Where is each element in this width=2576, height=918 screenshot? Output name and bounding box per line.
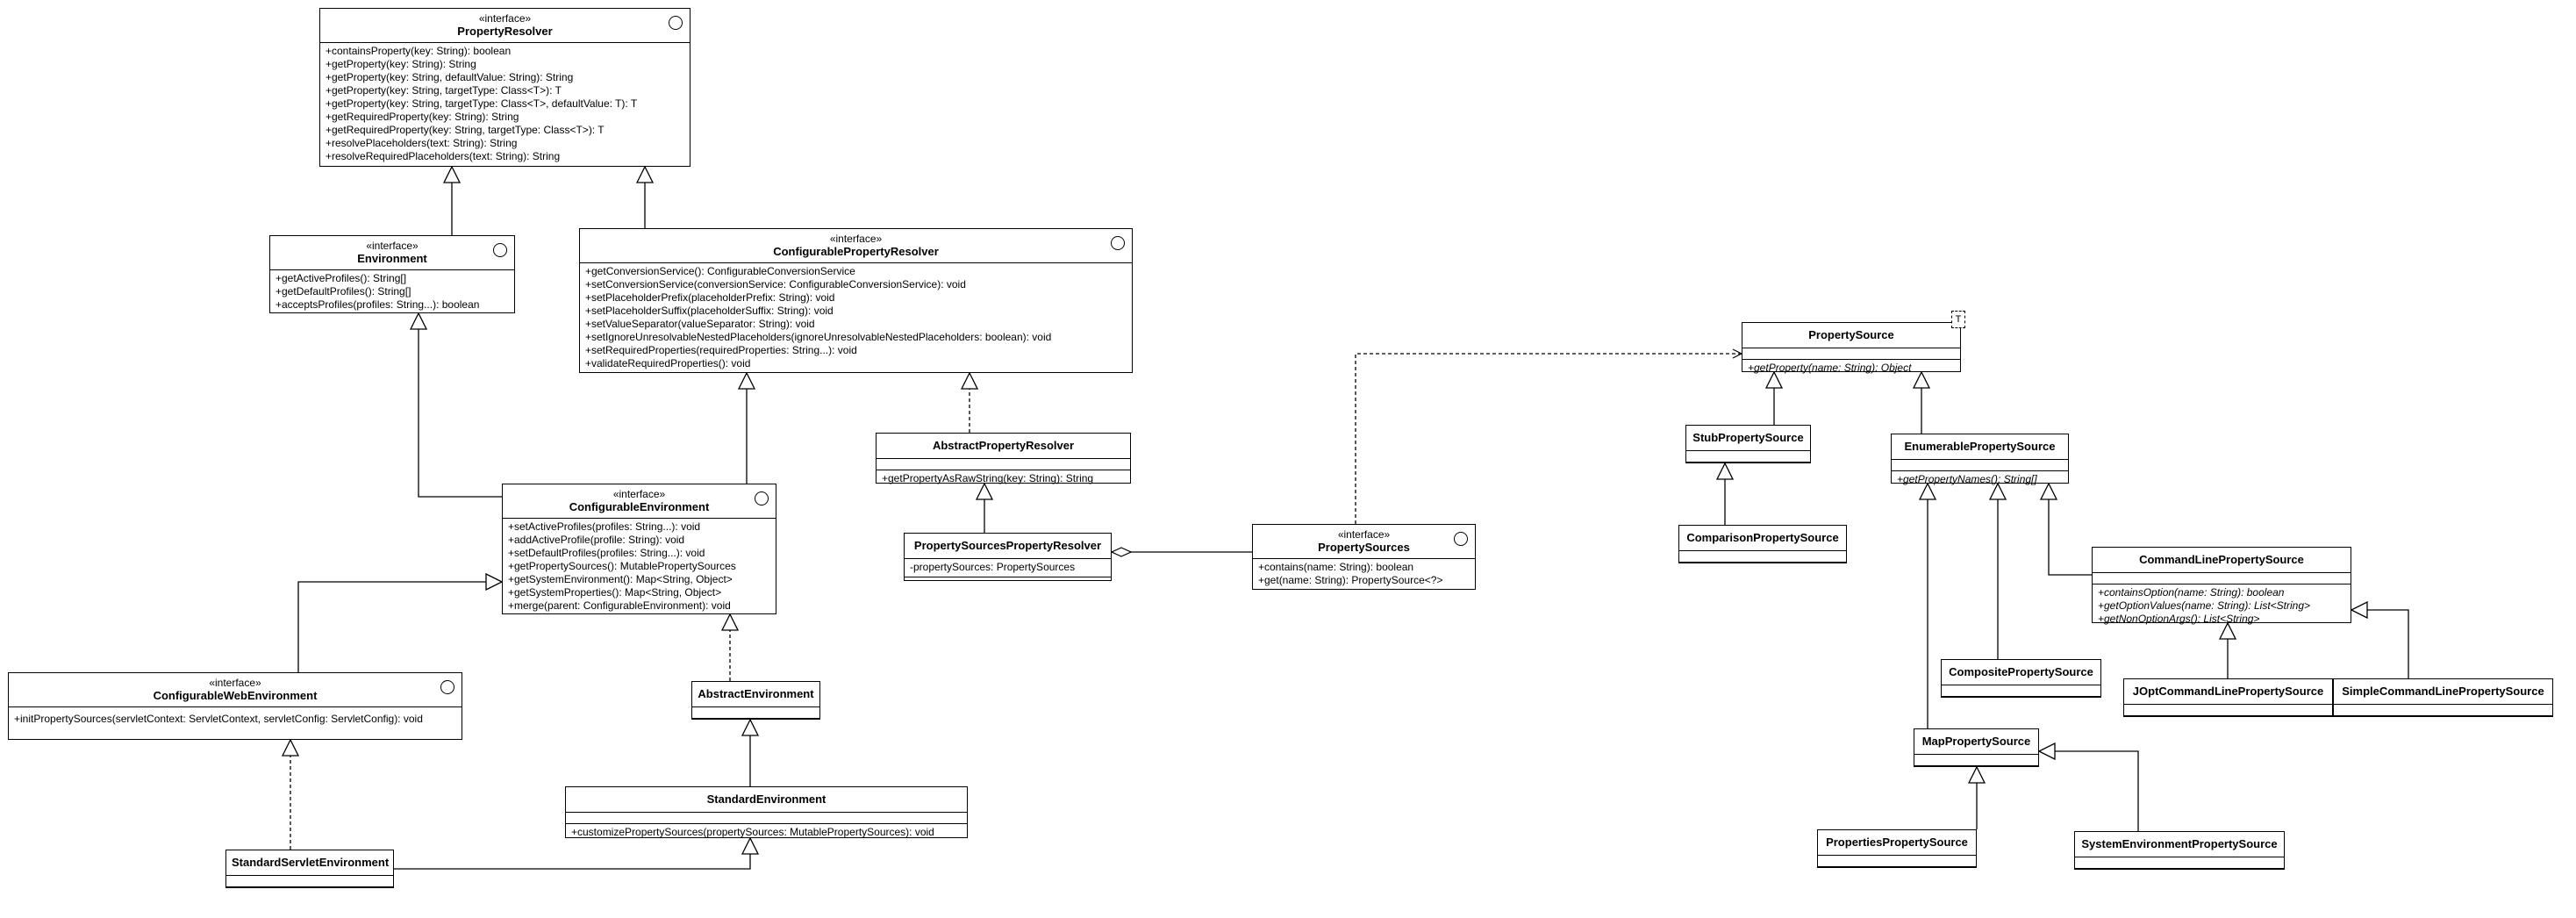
class-property-sources[interactable] [1252, 524, 1476, 590]
type-parameter-box: T [1951, 311, 1965, 328]
method: +getActiveProfiles(): String[] [275, 272, 407, 284]
class-header [566, 787, 967, 812]
method: +setRequiredProperties(requiredProperties: String...): void [585, 344, 857, 356]
edge-sysenv-extends-map [2039, 751, 2138, 831]
attributes-section [1742, 348, 1960, 359]
method: +getProperty(key: String, targetType: Class<T>): T [326, 84, 562, 97]
class-header [1892, 434, 2068, 459]
method: +contains(name: String): boolean [1258, 561, 1414, 573]
methods-section [566, 823, 967, 842]
stereotype-label: «interface» [1337, 528, 1391, 541]
class-name: PropertySourcesPropertyResolver [913, 539, 1102, 552]
methods-section [2075, 868, 2284, 879]
attributes-section [905, 558, 1111, 577]
method: +getDefaultProfiles(): String[] [275, 285, 411, 298]
edge-sse-extends-se [394, 838, 750, 869]
methods-section [1892, 470, 2068, 489]
class-header [2093, 548, 2351, 572]
class-name: ConfigurableWebEnvironment [153, 689, 318, 702]
edge-cli-extends-enumerable [2049, 484, 2092, 575]
methods-section [877, 470, 1130, 488]
class-standard-environment[interactable] [565, 786, 968, 838]
class-header [270, 236, 514, 269]
method: +validateRequiredProperties(): void [585, 357, 751, 369]
method: +getRequiredProperty(key: String): String [326, 111, 519, 123]
methods-section [1253, 558, 1475, 590]
class-standard-servlet-environment[interactable] [225, 850, 394, 888]
class-header [2334, 679, 2552, 704]
methods-section [2124, 715, 2332, 727]
methods-section [905, 577, 1111, 588]
methods-section [9, 706, 462, 728]
stereotype-label: «interface» [209, 677, 261, 689]
class-name: StubPropertySource [1692, 431, 1804, 444]
edge-ce-extends-environment [419, 313, 502, 497]
method: +getRequiredProperty(key: String, targetType: Class<T>): T [326, 124, 605, 136]
abstract-method: +getNonOptionArgs(): List<String> [2098, 613, 2260, 625]
edge-cwe-extends-ce [298, 582, 502, 672]
class-map-property-source[interactable] [1914, 728, 2039, 767]
class-header [905, 534, 1111, 558]
class-name: PropertiesPropertySource [1826, 836, 1968, 849]
methods-section [1742, 359, 1960, 377]
method: +acceptsProfiles(profiles: String...): boolean [275, 298, 480, 311]
method: +getSystemProperties(): Map<String, Object> [508, 586, 722, 599]
class-header [692, 682, 819, 706]
stereotype-label: «interface» [366, 240, 419, 252]
method: +resolvePlaceholders(text: String): String [326, 137, 518, 149]
class-header [2075, 832, 2284, 857]
class-header [1914, 729, 2038, 754]
attributes-section [1892, 459, 2068, 470]
class-header [1686, 426, 1810, 450]
class-name: AbstractEnvironment [698, 687, 814, 700]
class-header [503, 484, 776, 518]
class-name: ComparisonPropertySource [1686, 531, 1839, 544]
class-composite-property-source[interactable] [1941, 659, 2101, 698]
stereotype-label: «interface» [829, 233, 883, 245]
class-header [1679, 526, 1846, 550]
class-comparison-property-source[interactable] [1678, 525, 1847, 563]
interface-circle-icon [1111, 236, 1125, 250]
class-name: SystemEnvironmentPropertySource [2081, 837, 2278, 850]
methods-section [226, 886, 393, 898]
method: +customizePropertySources(propertySources: MutablePropertySources): void [571, 826, 934, 838]
class-abstract-property-resolver[interactable] [876, 433, 1131, 484]
edge-property-sources-depends-property-source [1356, 354, 1742, 524]
attributes-section [1914, 754, 2038, 765]
class-configurable-environment[interactable] [502, 484, 776, 614]
abstract-method: +getOptionValues(name: String): List<String> [2098, 599, 2311, 612]
attributes-section [1686, 450, 1810, 462]
class-abstract-environment[interactable] [691, 681, 820, 720]
class-name: ConfigurableEnvironment [569, 500, 710, 513]
methods-section [692, 718, 819, 729]
method: +setConversionService(conversionService: ConfigurableConversionService): void [585, 278, 966, 290]
class-name: CompositePropertySource [1949, 665, 2093, 678]
class-name: PropertyResolver [457, 25, 553, 38]
method: +merge(parent: ConfigurableEnvironment): void [508, 599, 731, 612]
class-simple-command-line-property-source[interactable] [2333, 678, 2553, 717]
methods-section [2334, 715, 2552, 727]
attributes-section [2124, 704, 2332, 715]
class-configurable-web-environment[interactable] [8, 672, 462, 740]
methods-section [503, 518, 776, 615]
method: +resolveRequiredPlaceholders(text: String): String [326, 150, 561, 162]
method: +addActiveProfile(profile: String): void [508, 534, 685, 546]
method: +setDefaultProfiles(profiles: String...): void [508, 547, 705, 559]
class-name: PropertySource [1808, 328, 1894, 341]
class-property-source[interactable] [1742, 314, 1962, 374]
class-jopt-command-line-property-source[interactable] [2123, 678, 2333, 717]
class-name: PropertySources [1318, 541, 1410, 554]
class-name: JOptCommandLinePropertySource [2132, 685, 2324, 698]
class-header [580, 229, 1132, 262]
attributes-section [2093, 572, 2351, 584]
class-name: CommandLinePropertySource [2139, 553, 2304, 566]
attributes-section [1679, 550, 1846, 562]
method: +containsProperty(key: String): boolean [326, 45, 512, 57]
abstract-method: +getProperty(name: String): Object [1748, 362, 1912, 374]
interface-circle-icon [493, 243, 507, 257]
methods-section [1686, 462, 1810, 473]
methods-section [1942, 696, 2100, 707]
class-name: SimpleCommandLinePropertySource [2342, 685, 2544, 698]
class-enumerable-property-source[interactable] [1891, 434, 2069, 484]
class-name: Environment [357, 252, 427, 265]
interface-circle-icon [1454, 532, 1468, 546]
class-header [1253, 525, 1475, 558]
class-property-resolver[interactable] [319, 8, 691, 167]
class-name: EnumerablePropertySource [1904, 440, 2056, 453]
edge-simple-extends-cli [2351, 610, 2408, 678]
attributes-section [226, 875, 393, 886]
class-header [9, 673, 462, 706]
class-header [1742, 323, 1960, 348]
attributes-section [692, 706, 819, 718]
method: +getPropertyAsRawString(key: String): String [882, 472, 1094, 484]
method: +getConversionService(): ConfigurableConversionService [585, 265, 855, 277]
interface-circle-icon [440, 680, 454, 694]
stereotype-label: «interface» [478, 12, 532, 25]
methods-section [320, 42, 690, 166]
method: +initPropertySources(servletContext: ServletContext, servletConfig: ServletConfig): void [14, 713, 423, 725]
methods-section [270, 269, 514, 314]
attributes-section [877, 458, 1130, 470]
method: +get(name: String): PropertySource<?> [1258, 574, 1443, 586]
class-header [877, 434, 1130, 458]
methods-section [1818, 866, 1976, 878]
attributes-section [2334, 704, 2552, 715]
class-name: ConfigurablePropertyResolver [773, 245, 939, 258]
attributes-section [1942, 685, 2100, 696]
attributes-section [2075, 857, 2284, 868]
methods-section [1679, 562, 1846, 573]
class-header [2124, 679, 2332, 704]
method: +getPropertySources(): MutablePropertySources [508, 560, 736, 572]
method: +setActiveProfiles(profiles: String...): void [508, 520, 701, 533]
class-command-line-property-source[interactable] [2092, 547, 2351, 623]
class-name: StandardServletEnvironment [232, 856, 390, 869]
stereotype-label: «interface» [612, 488, 666, 500]
class-header [226, 850, 393, 875]
class-properties-property-source[interactable] [1817, 829, 1977, 868]
method: +getProperty(key: String): String [326, 58, 476, 70]
method: +getProperty(key: String, targetType: Class<T>, defaultValue: T): T [326, 97, 638, 110]
class-property-sources-property-resolver[interactable] [904, 533, 1112, 581]
methods-section [580, 262, 1132, 373]
attributes-section [1818, 855, 1976, 866]
class-header [320, 9, 690, 42]
attributes-section [566, 812, 967, 823]
method: +setPlaceholderSuffix(placeholderSuffix: String): void [585, 305, 834, 317]
class-stub-property-source[interactable] [1685, 425, 1811, 463]
attribute: -propertySources: PropertySources [910, 561, 1076, 573]
methods-section [1914, 765, 2038, 777]
class-header [1818, 830, 1976, 855]
method: +getProperty(key: String, defaultValue: String): String [326, 71, 574, 83]
interface-circle-icon [669, 16, 683, 30]
class-system-environment-property-source[interactable] [2074, 831, 2285, 870]
method: +setValueSeparator(valueSeparator: String): void [585, 318, 815, 330]
class-name: AbstractPropertyResolver [932, 439, 1075, 452]
class-environment[interactable] [269, 235, 515, 313]
method: +setIgnoreUnresolvableNestedPlaceholders(ignoreUnresolvableNestedPlaceholders: boolean): void [585, 331, 1052, 343]
class-name: MapPropertySource [1921, 735, 2031, 748]
abstract-method: +containsOption(name: String): boolean [2098, 586, 2285, 599]
class-header [1942, 660, 2100, 685]
class-configurable-property-resolver[interactable] [579, 228, 1133, 373]
methods-section [2093, 584, 2351, 628]
method: +setPlaceholderPrefix(placeholderPrefix: String): void [585, 291, 835, 304]
method: +getSystemEnvironment(): Map<String, Object> [508, 573, 733, 585]
class-name: StandardEnvironment [706, 792, 826, 806]
abstract-method: +getPropertyNames(): String[] [1897, 473, 2037, 485]
interface-circle-icon [755, 491, 769, 506]
